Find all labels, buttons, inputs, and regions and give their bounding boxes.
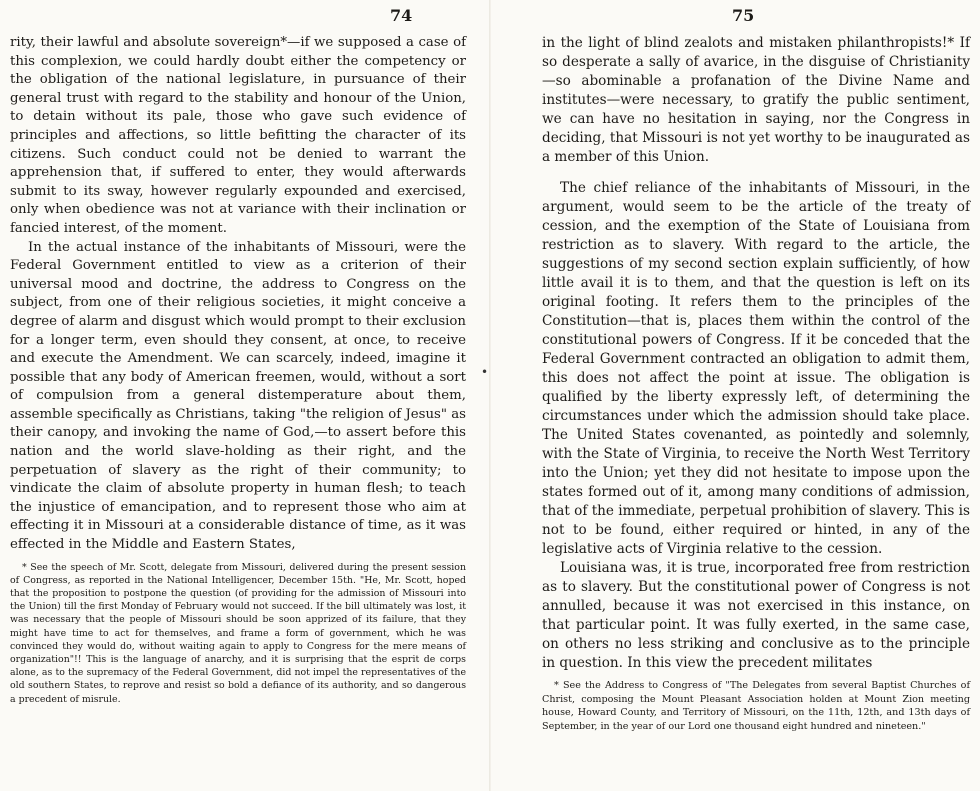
footnote: * See the speech of Mr. Scott, delegate from Missouri, delivered during the present session of Congress, as reported in the National Intelligencer, December 15th. "He, Mr. Scott, hoped that the proposition to postpone the question (of providing for the admission of Missouri into the Union) till the first Monday of February would not succeed. If the bill ultimately was lost, it was necessary that the people of Missouri should be soon apprized of its failure, that they might have time to act for themselves, and frame a form of government, which he was convinced they would do, without waiting again to apply to Congress for the mere means of organization"!! This is the language of anarchy, and it is surprising that the esprit de corps alone, as to the supremacy of the Federal Government, did not impel the representatives of the old southern States, to reprove and resist so bold a defiance of its authority, and so dangerous a precedent of misrule. bbox=[10, 561, 466, 705]
paragraph: In the actual instance of the inhabitants of Missouri, were the Federal Government entitled to view as a criterion of their universal mood and doctrine, the address to Congress on the subject, from one of their religious societies, it might conceive a degree of alarm and disgust which would prompt to their exclusion for a longer term, even should they consent, at once, to receive and execute the Amendment. We can scarcely, indeed, imagine it possible that any body of American freemen, would, without a sort of compulsion from a general distemperature about them, assemble specifically as Christians, taking "the religion of Jesus" as their canopy, and invoking the name of God,—to assert before this nation and the world slave-holding as their right, and the perpetuation of slavery as the right of their community; to vindicate the claim of absolute property in human flesh; to teach the injustice of emancipation, and to represent those who aim at effecting it in Missouri at a considerable distance of time, as it was effected in the Middle and Eastern States, bbox=[10, 239, 466, 553]
paragraph: The chief reliance of the inhabitants of Missouri, in the argument, would seem to be the article of the treaty of cession, and the exemption of the State of Louisiana from restriction as to slavery. With regard to the article, the suggestions of my second section explain sufficiently, of how little avail it is to them, and that the question is left on its original footing. It refers them to the principles of the Constitution—that is, places them within the control of the constitutional powers of Congress. If it be conceded that the Federal Government contracted an obligation to admit them, this does not affect the point at issue. The obligation is qualified by the liberty expressly left, of determining the circumstances under which the admission should take place. The United States covenanted, as pointedly and solemnly, with the State of Virginia, to receive the North West Territory into the Union; yet they did not hesitate to impose upon the states formed out of it, among many conditions of admission, that of the immediate, perpetual prohibition of slavery. This is not to be found, either required or hinted, in any of the legislative acts of Virginia relative to the cession. bbox=[542, 180, 970, 557]
paragraph: rity, their lawful and absolute sovereign*—if we supposed a case of this complexion, we could hardly doubt either the competency or the obligation of the national legislature, in pursuance of their general trust with regard to the stability and honour of the Union, to detain without its pale, those who gave such evidence of principles and affections, so little befitting the character of its citizens. Such conduct could not be denied to warrant the apprehension that, if suffered to enter, they would afterwards submit to its sway, however regularly expounded and exercised, only when obedience was not at variance with their inclination or fancied interest, of the moment. bbox=[10, 35, 466, 236]
paragraph: Louisiana was, it is true, incorporated free from restriction as to slavery. But the constitutional power of Congress is not annulled, because it was not exercised in this instance, on that particular point. It was fully exerted, in the same case, on others no less striking and conclusive as to the principle in question. In this view the precedent militates bbox=[542, 560, 970, 671]
page-number: 74 bbox=[390, 6, 413, 25]
left-body-text bbox=[10, 34, 466, 555]
gutter-mark: • bbox=[481, 365, 489, 379]
page-number: 75 bbox=[732, 6, 755, 25]
right-page bbox=[490, 0, 980, 791]
paragraph: in the light of blind zealots and mistaken philanthropists!* If so desperate a sally of avarice, in the disguise of Christianity—so abominable a profanation of the Divine Name and institutes—were necessary, to gratify the public sentiment, we can have no hesitation in saying, nor the Congress in deciding, that Missouri is not yet worthy to be inaugurated as a member of this Union. bbox=[542, 35, 970, 165]
right-body-text bbox=[542, 34, 970, 673]
footnote: * See the Address to Congress of "The Delegates from several Baptist Churches of Christ, composing the Mount Pleasant Association holden at Mount Zion meeting house, Howard County, and Territory of Missouri, on the 11th, 12th, and 13th days of September, in the year of our Lord one thousand eight hundred and nineteen." bbox=[542, 680, 970, 732]
